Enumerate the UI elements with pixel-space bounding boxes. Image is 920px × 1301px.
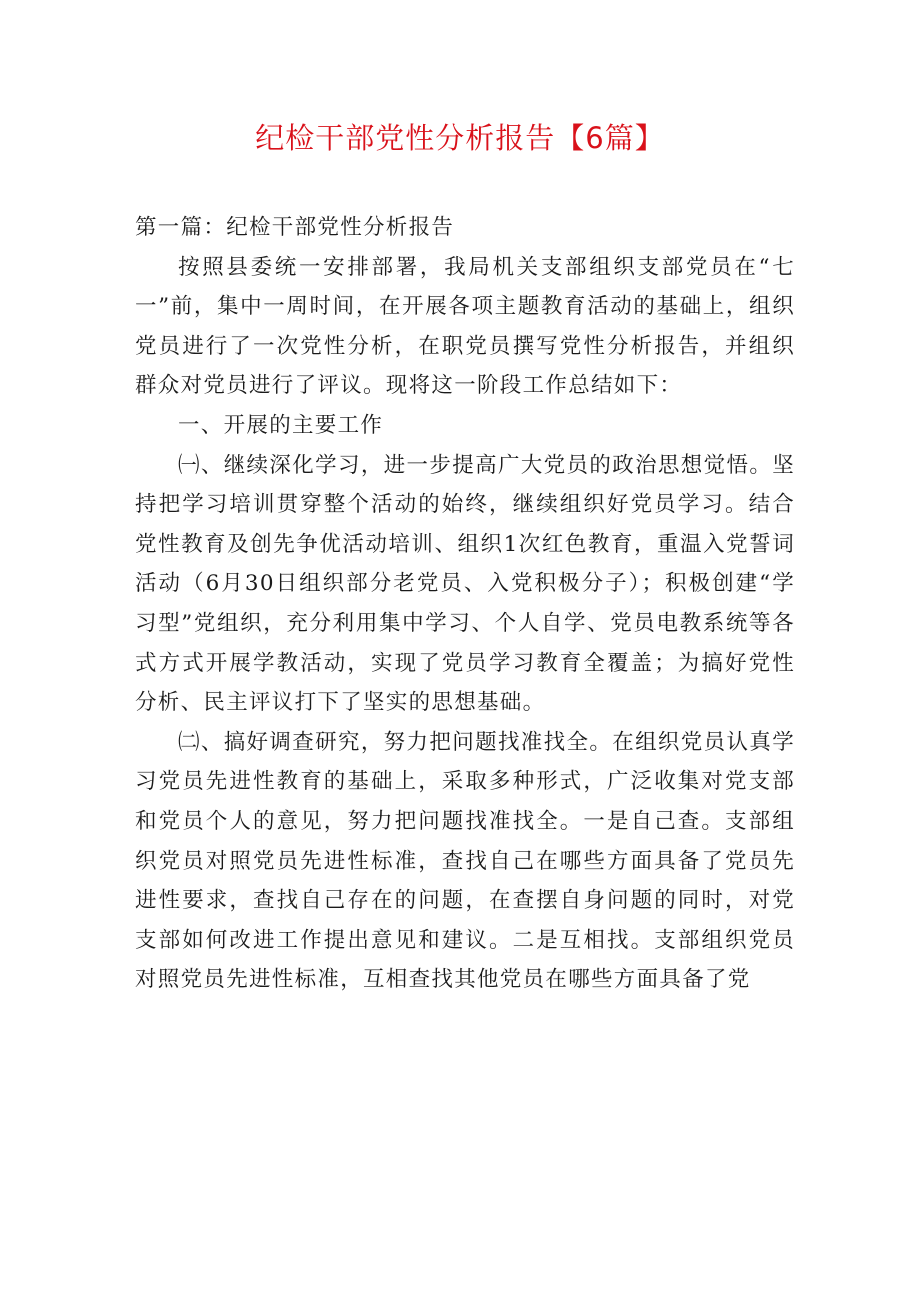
document-body [135,208,795,1000]
document-title: 纪检干部党性分析报告【6篇】 [255,121,665,155]
paragraph-item-1: ㈠、继续深化学习，进一步提高广大党员的政治思想觉悟。坚持把学习培训贯穿整个活动的始终，继续组织好党员学习。结合党性教育及创先争优活动培训、组织1次红色教育，重温入党誓词活动（6月30日组织部分老党员、入党积极分子）；积极创建“学习型”党组织，充分利用集中学习、个人自学、党员电教系统等各式方式开展学教活动，实现了党员学习教育全覆盖；为搞好党性分析、民主评议打下了坚实的思想基础。 [135,452,795,716]
paragraph-item-2: ㈡、搞好调查研究，努力把问题找准找全。在组织党员认真学习党员先进性教育的基础上，采取多种形式，广泛收集对党支部和党员个人的意见，努力把问题找准找全。一是自己查。支部组织党员对照党员先进性标准，查找自己在哪些方面具备了党员先进性要求，查找自己存在的问题，在查摆自身问题的同时，对党支部如何改进工作提出意见和建议。二是互相找。支部组织党员对照党员先进性标准，互相查找其他党员在哪些方面具备了党 [135,729,795,993]
intro-paragraph: 按照县委统一安排部署，我局机关支部组织支部党员在“七一”前，集中一周时间，在开展各项主题教育活动的基础上，组织党员进行了一次党性分析，在职党员撰写党性分析报告，并组织群众对党员进行了评议。现将这一阶段工作总结如下： [135,254,795,399]
section-title: 第一篇：纪检干部党性分析报告 [135,215,455,240]
heading-main-work: 一、开展的主要工作 [178,412,384,438]
